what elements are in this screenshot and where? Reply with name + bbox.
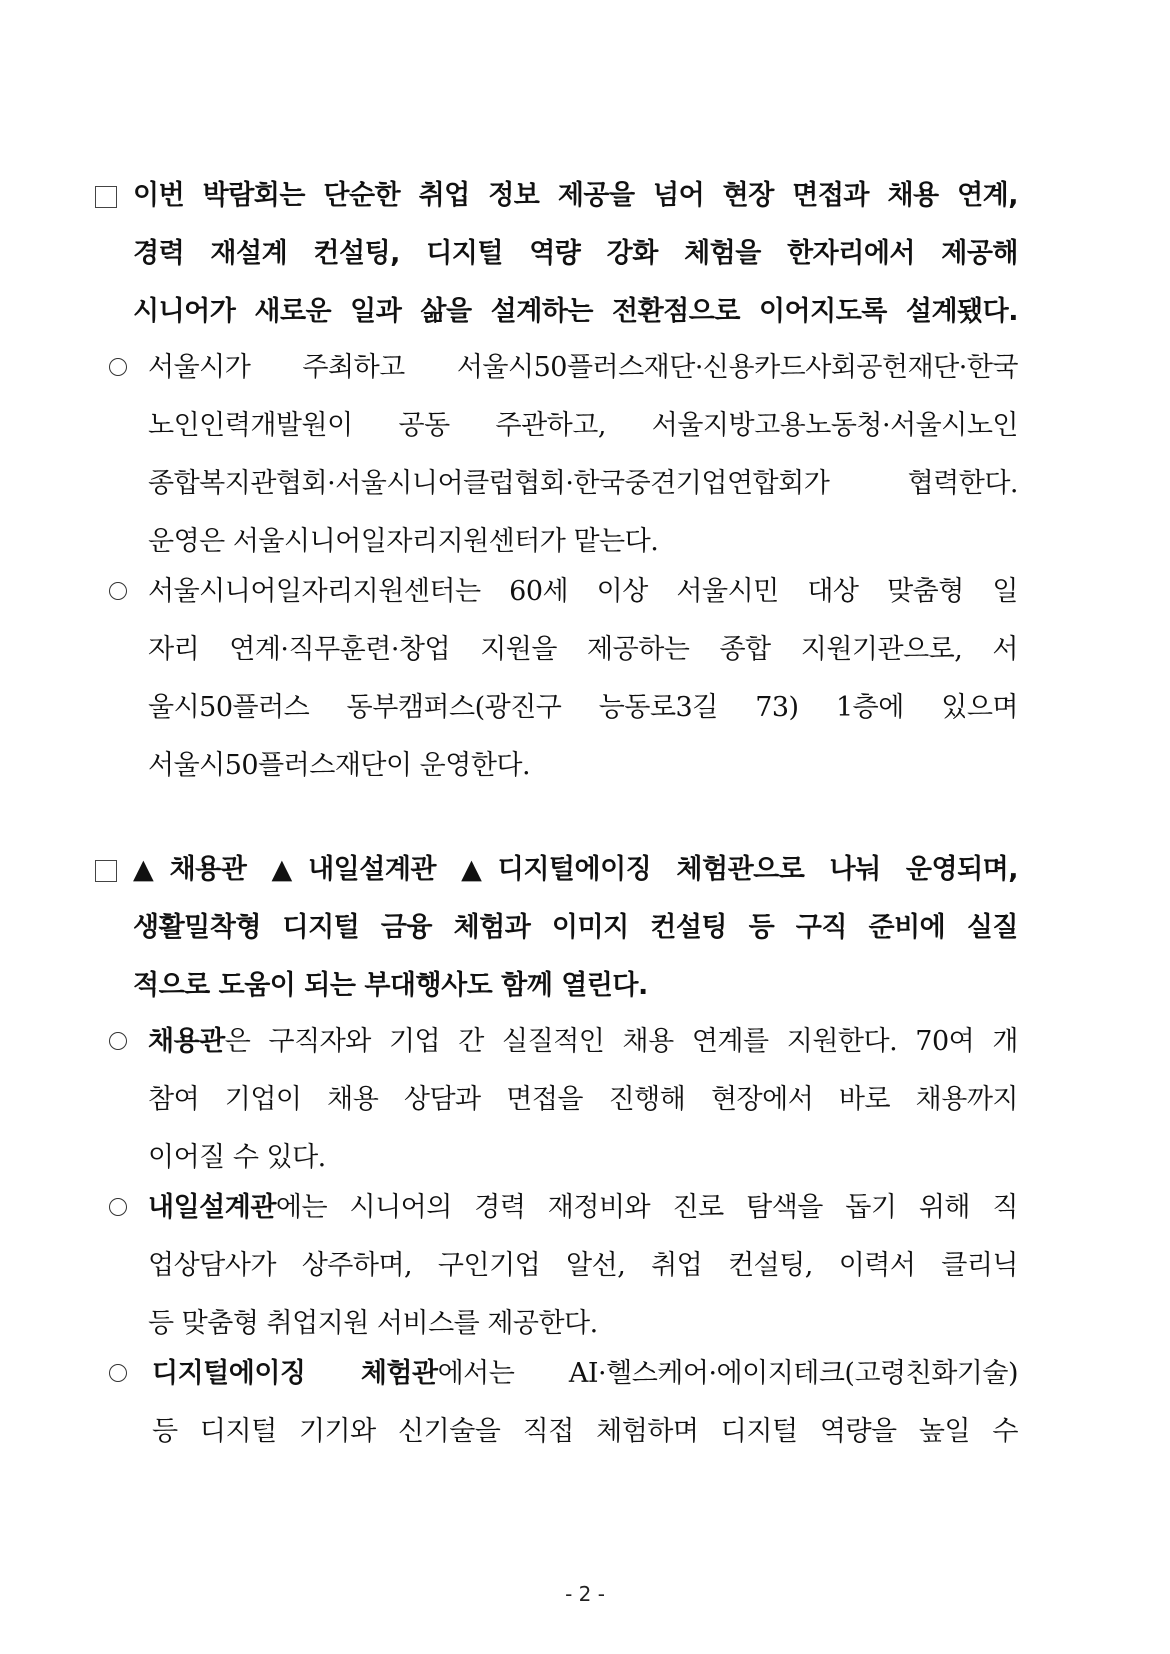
section-2-line-3: 적으로 도움이 되는 부대행사도 함께 열린다. xyxy=(133,970,648,1001)
section-1-line-2: 경력 재설계 컨설팅, 디지털 역량 강화 체험을 한자리에서 제공해 xyxy=(133,238,1018,269)
bullet-circle-marker xyxy=(109,582,127,600)
bullet-2-3-line-2: 등 디지털 기기와 신기술을 직접 체험하며 디지털 역량을 높일 수 xyxy=(152,1416,1018,1447)
bullet-2-1-line-1: 채용관은 구직자와 기업 간 실질적인 채용 연계를 지원한다. 70여 개 xyxy=(148,1026,1018,1057)
section-2-line-1: ▲채용관 ▲내일설계관 ▲디지털에이징 체험관으로 나눠 운영되며, xyxy=(133,854,1018,885)
bullet-circle-marker xyxy=(109,358,127,376)
bullet-1-2-line-1: 서울시니어일자리지원센터는 60세 이상 서울시민 대상 맞춤형 일 xyxy=(148,576,1018,607)
bullet-1-1-line-2: 노인인력개발원이 공동 주관하고, 서울지방고용노동청·서울시노인 xyxy=(148,410,1018,441)
bullet-1-1-line-4: 운영은 서울시니어일자리지원센터가 맡는다. xyxy=(148,526,659,557)
bullet-1-2-line-3: 울시50플러스 동부캠퍼스(광진구 능동로3길 73) 1층에 있으며 xyxy=(148,692,1018,723)
bullet-2-1-line-3: 이어질 수 있다. xyxy=(148,1142,326,1173)
section-square-marker xyxy=(95,860,117,882)
bullet-circle-marker xyxy=(109,1364,127,1382)
bold-lead: 내일설계관 xyxy=(148,1192,276,1223)
bullet-circle-marker xyxy=(109,1198,127,1216)
section-1-line-3: 시니어가 새로운 일과 삶을 설계하는 전환점으로 이어지도록 설계됐다. xyxy=(133,296,1018,327)
bullet-1-2-line-4: 서울시50플러스재단이 운영한다. xyxy=(148,750,531,781)
bullet-1-2-line-2: 자리 연계·직무훈련·창업 지원을 제공하는 종합 지원기관으로, 서 xyxy=(148,634,1018,665)
bullet-2-2-line-2: 업상담사가 상주하며, 구인기업 알선, 취업 컨설팅, 이력서 클리닉 xyxy=(148,1250,1018,1281)
section-square-marker xyxy=(95,186,117,208)
section-2-line-2: 생활밀착형 디지털 금융 체험과 이미지 컨설팅 등 구직 준비에 실질 xyxy=(133,912,1018,943)
bullet-circle-marker xyxy=(109,1032,127,1050)
bullet-2-3-line-1: 디지털에이징 체험관에서는 AI·헬스케어·에이지테크(고령친화기술) xyxy=(152,1358,1018,1389)
page-number: - 2 - xyxy=(565,1582,605,1606)
bullet-2-1-line-2: 참여 기업이 채용 상담과 면접을 진행해 현장에서 바로 채용까지 xyxy=(148,1084,1018,1115)
bullet-2-2-line-1: 내일설계관에는 시니어의 경력 재정비와 진로 탐색을 돕기 위해 직 xyxy=(148,1192,1018,1223)
bold-lead: 디지털에이징 체험관 xyxy=(152,1358,438,1389)
bold-lead: 채용관 xyxy=(148,1026,225,1057)
bullet-1-1-line-3: 종합복지관협회·서울시니어클럽협회·한국중견기업연합회가 협력한다. xyxy=(148,468,1018,499)
bullet-2-2-line-3: 등 맞춤형 취업지원 서비스를 제공한다. xyxy=(148,1308,598,1339)
section-1-line-1: 이번 박람회는 단순한 취업 정보 제공을 넘어 현장 면접과 채용 연계, xyxy=(133,180,1018,211)
bullet-1-1-line-1: 서울시가 주최하고 서울시50플러스재단·신용카드사회공헌재단·한국 xyxy=(148,352,1018,383)
